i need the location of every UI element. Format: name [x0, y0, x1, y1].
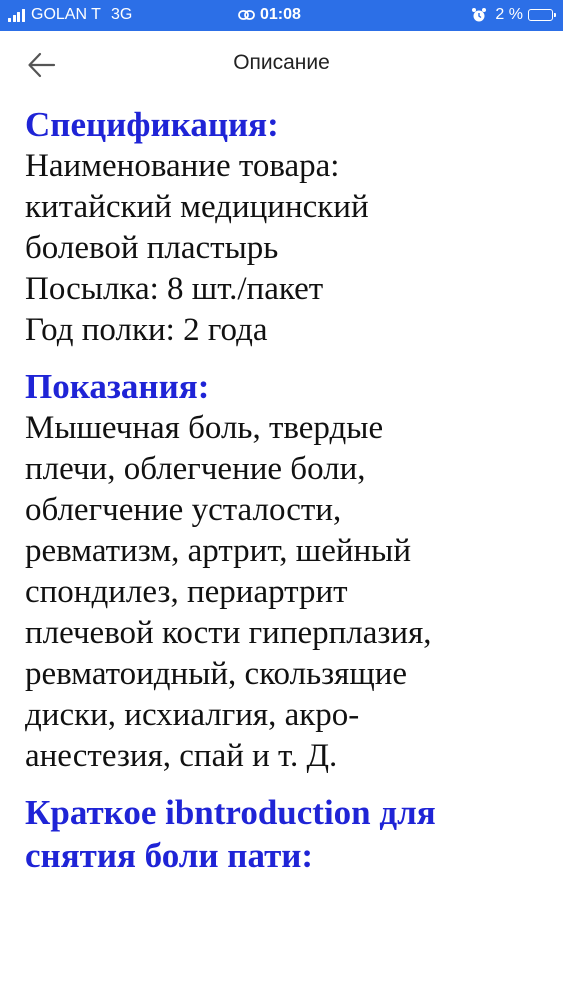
carrier-name: GOLAN T [31, 6, 101, 23]
indications-line: плечевой кости гиперплазия, [25, 615, 432, 651]
indications-line: ревматизм, артрит, шейный [25, 533, 411, 569]
network-type: 3G [110, 6, 133, 23]
spec-line: Посылка: 8 шт./пакет [25, 271, 324, 307]
section-heading-introduction: снятия боли пати: [25, 836, 314, 875]
section-heading-specification: Спецификация: [25, 105, 279, 144]
alarm-clock-icon [471, 7, 487, 23]
spec-line: Год полки: 2 года [25, 312, 268, 348]
indications-line: спондилез, периартрит [25, 574, 348, 610]
spec-line: болевой пластырь [25, 230, 279, 266]
section-specification [25, 103, 555, 351]
signal-strength-icon [8, 8, 26, 22]
battery-percent: 2 % [495, 6, 523, 23]
vpn-link-icon [238, 9, 255, 21]
clock-time: 01:08 [260, 6, 301, 23]
description-content [25, 103, 555, 891]
status-left [8, 6, 132, 24]
section-indications [25, 365, 555, 777]
status-right [471, 6, 553, 24]
spec-line: китайский медицинский [25, 189, 369, 225]
status-bar [0, 0, 563, 31]
nav-bar [0, 31, 563, 97]
section-heading-indications: Показания: [25, 367, 210, 406]
indications-line: диски, исхиалгия, акро- [25, 697, 360, 733]
status-center [238, 6, 301, 24]
indications-line: плечи, облегчение боли, [25, 451, 366, 487]
section-introduction [25, 791, 555, 877]
indications-line: облегчение усталости, [25, 492, 342, 528]
indications-line: анестезия, спай и т. Д. [25, 738, 338, 774]
battery-icon [528, 9, 553, 21]
indications-line: ревматоидный, скользящие [25, 656, 408, 692]
indications-line: Мышечная боль, твердые [25, 410, 384, 446]
spec-line: Наименование товара: [25, 148, 340, 184]
section-heading-introduction: Краткое ibntroduction для [25, 793, 436, 832]
page-title: Описание [233, 51, 330, 74]
